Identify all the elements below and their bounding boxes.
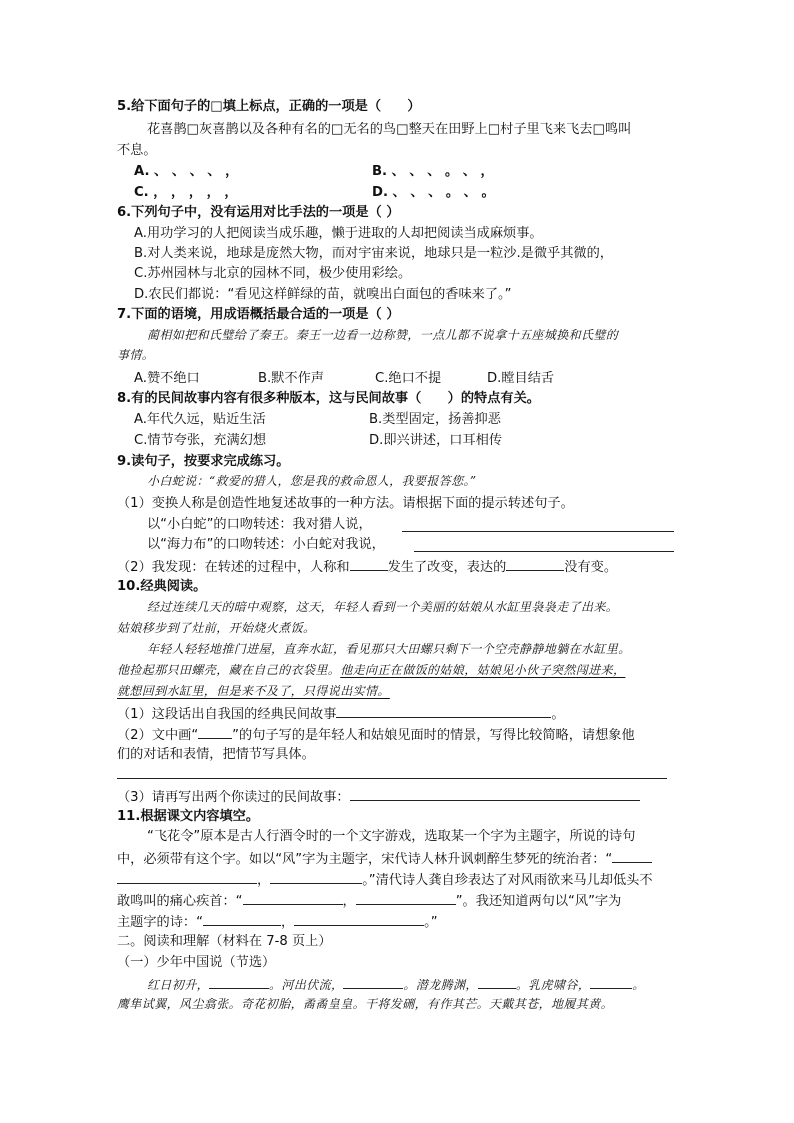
section2-text-line2: 鹰隼试翼，风尘翕张。奇花初胎，矞矞皇皇。干将发硎，有作其芒。天戴其苍，地履其黄。: [117, 997, 614, 1011]
section2-text-line1: [147, 974, 645, 995]
q9-part2-text-a: （2）我发现：在转述的过程中，人称和: [117, 560, 350, 575]
q9-part1-prompt: （1）变换人称是创造性地复述故事的一种方法。请根据下面的提示转述句子。: [117, 496, 574, 511]
q5-option-a: A. 、 、 、 、 ，: [134, 164, 239, 179]
q11-blank-1[interactable]: [612, 848, 652, 863]
s2-t1a: 红日初升，: [147, 978, 210, 992]
q10-para2-line2: [117, 661, 625, 680]
q7-title: 7.下面的语境，用成语概括最合适的一项是（ ）: [117, 307, 400, 322]
q8-option-a: A.年代久远，贴近生活: [134, 412, 266, 427]
q10-part2-answer-line[interactable]: [117, 778, 667, 779]
s2-blank-2[interactable]: [343, 974, 403, 989]
q9-part2-blank-1[interactable]: [350, 556, 388, 571]
q11-title: 11.根据课文内容填空。: [117, 809, 260, 824]
q8-title: 8.有的民间故事内容有很多种版本，这与民间故事（ ）的特点有关。: [117, 391, 540, 406]
q9-part1a-label: 以“小白蛇”的口吻转述：我对猎人说，: [147, 517, 372, 532]
q10-part1-text: （1）这段话出自我国的经典民间故事: [117, 707, 337, 722]
q5-option-c: C. ， ， ， ， ，: [134, 185, 238, 200]
q9-title: 9.读句子，按要求完成练习。: [117, 454, 290, 469]
s2-t1e: 。: [632, 978, 645, 992]
q11-line2-text: 中，必须带有这个字。如以“风”字为主题字，宋代诗人林升讽刺醉生梦死的统治者：“: [117, 852, 613, 867]
q7-option-c: C.绝口不提: [375, 371, 442, 386]
q5-sentence-line2: 不息。: [117, 143, 157, 158]
q11-line2: [117, 848, 652, 869]
q9-part2-text-b: 发生了改变，表达的: [387, 560, 507, 575]
q10-title: 10.经典阅读。: [117, 579, 207, 594]
q10-part3-text: （3）请再写出两个你读过的民间故事：: [117, 790, 350, 805]
q10-para2-text: 他捡起那只田螺壳，藏在自己的衣袋里。: [117, 663, 341, 677]
q9-part2-line: [117, 556, 617, 577]
q7-context-line1: 蔺相如把和氏璧给了秦王。秦王一边看一边称赞，一点儿都不说拿十五座城换和氏璧的: [147, 328, 619, 342]
q9-part2-blank-2[interactable]: [506, 556, 564, 571]
s2-blank-1[interactable]: [209, 974, 269, 989]
q5-option-b: B. 、 、 、 。 、 ，: [372, 164, 494, 179]
q10-part1-line: [117, 703, 565, 724]
q10-part1-blank[interactable]: [336, 703, 551, 718]
q10-para2-line1: 年轻人轻轻地推门进屋，直奔水缸，看见那只大田螺只剩下一个空壳静静地躺在水缸里。: [147, 642, 631, 656]
q10-para1-line1: 经过连续几天的暗中观察，这天，年轻人看到一个美丽的姑娘从水缸里袅袅走了出来。: [147, 600, 619, 614]
q11-blank-5[interactable]: [356, 890, 456, 905]
q5-sentence-line1: 花喜鹊□灰喜鹊以及各种有名的□无名的鸟□整天在田野上□村子里飞来飞去□鸣叫: [147, 122, 632, 137]
q11-line4-comma: ，: [342, 894, 356, 909]
q6-title: 6.下列句子中，没有运用对比手法的一项是（ ）: [117, 205, 400, 220]
q9-quote: 小白蛇说：“救爱的猎人，您是我的救命恩人，我要报答您。”: [147, 474, 477, 488]
q10-part2-line2: 们的对话和表情，把情节写具体。: [117, 747, 315, 762]
q7-option-d: D.瞠目结舌: [487, 371, 555, 386]
q11-blank-3[interactable]: [270, 869, 362, 884]
q11-line1: “飞花令”原本是古人行酒令时的一个文字游戏，选取某一个字为主题字，所说的诗句: [147, 829, 636, 844]
s2-t1c: 。潜龙腾渊，: [403, 978, 478, 992]
q8-option-b: B.类型固定，扬善抑恶: [369, 412, 501, 427]
q6-option-a: A.用功学习的人把阅读当成乐趣，懒于进取的人却把阅读当成麻烦事。: [134, 226, 543, 241]
q9-part1b-label: 以“海力布”的口吻转述：小白蛇对我说，: [147, 537, 385, 552]
q11-line4-text-a: 敢鸣叫的痛心疾首：“: [117, 894, 243, 909]
q6-option-c: C.苏州园林与北京的园林不同，极少使用彩绘。: [134, 266, 412, 281]
q11-line4: [117, 890, 621, 911]
q9-part1b-answer-line[interactable]: [414, 551, 674, 552]
q6-option-d: D.农民们都说：“看见这样鲜绿的苗，就嗅出白面包的香味来了。”: [134, 287, 512, 302]
q5-title: 5.给下面句子的□填上标点，正确的一项是（ ）: [117, 99, 421, 114]
q10-part3-blank[interactable]: [350, 786, 640, 801]
q6-option-b: B.对人类来说，地球是庞然大物，而对宇宙来说，地球只是一粒沙.是微乎其微的，: [134, 246, 613, 261]
q11-blank-2[interactable]: [117, 869, 257, 884]
q7-option-b: B.默不作声: [258, 371, 324, 386]
q7-context-line2: 事情。: [117, 348, 155, 362]
q10-part2-text-b: ”的句子写的是年轻人和姑娘见面时的情景，写得比较简略，请想象他: [232, 728, 635, 743]
section2-subheading: （一）少年中国说（节选）: [117, 955, 276, 970]
q10-part2-line1: [117, 724, 635, 745]
q8-option-c: C.情节夸张，充满幻想: [134, 433, 267, 448]
s2-t1b: 。河出伏流，: [269, 978, 344, 992]
q10-para2-underlined-b: 就想回到水缸里，但是来不及了，只得说出实情。: [117, 684, 390, 698]
q10-para1-line2: 姑娘移步到了灶前，开始烧火煮饭。: [117, 621, 316, 635]
q10-part1-end: 。: [551, 707, 565, 722]
q8-option-d: D.即兴讲述，口耳相传: [369, 433, 503, 448]
q11-line3-text: 。”清代诗人龚自珍表达了对风雨欲来马儿却低头不: [362, 873, 653, 888]
q11-blank-4[interactable]: [243, 890, 343, 905]
s2-t1d: 。乳虎啸谷，: [515, 978, 591, 992]
q11-line5-text-a: 主题字的诗：“: [117, 915, 203, 930]
q5-option-d: D. 、 、 、 。 、 。: [372, 185, 495, 200]
q10-para2-underlined-a: 他走向正在做饭的姑娘，姑娘见小伙子突然闯进来，: [340, 663, 626, 677]
q9-part1a-answer-line[interactable]: [402, 531, 674, 532]
q11-line4-text-c: ”。我还知道两句以“风”字为: [455, 894, 622, 909]
q9-part2-text-c: 没有变。: [564, 560, 618, 575]
q11-line5-comma: ，: [280, 915, 295, 930]
s2-blank-3[interactable]: [478, 974, 516, 989]
q11-blank-7[interactable]: [294, 911, 424, 926]
q10-part2-text-a: （2）文中画“: [117, 728, 199, 743]
q11-blank-6[interactable]: [203, 911, 281, 926]
s2-blank-4[interactable]: [590, 974, 632, 989]
q11-line3-comma: ，: [257, 873, 271, 888]
q11-line5: [117, 911, 438, 932]
q7-option-a: A.赞不绝口: [134, 371, 200, 386]
q11-line3: [117, 869, 653, 890]
q11-line5-end: 。”: [424, 915, 438, 930]
q10-part3-line: [117, 786, 640, 807]
section2-heading: 二。阅读和理解（材料在 7-8 页上）: [117, 934, 332, 949]
q10-part2-underline-sample: [198, 724, 232, 739]
